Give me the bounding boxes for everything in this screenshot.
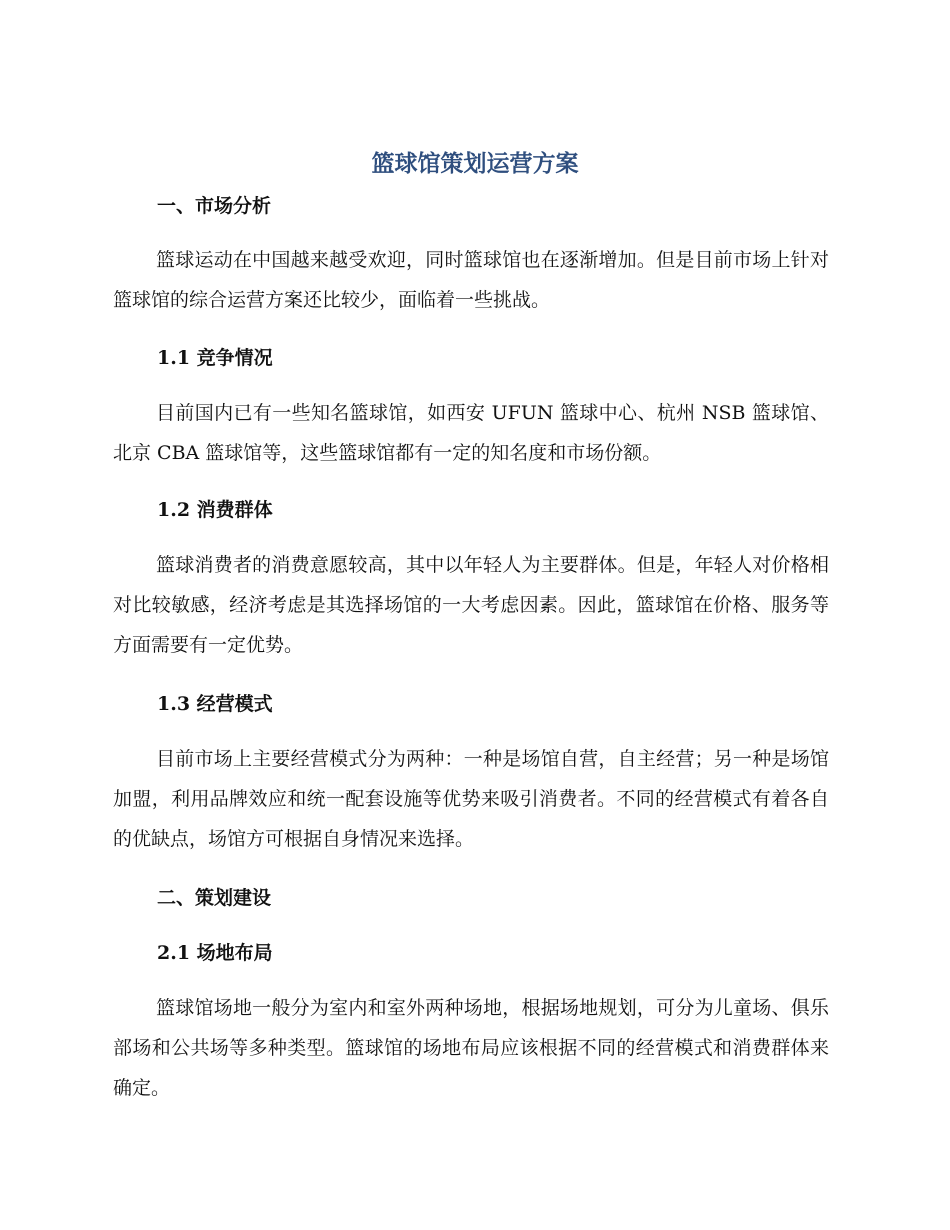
paragraph-market-analysis: 篮球运动在中国越来越受欢迎，同时篮球馆也在逐渐增加。但是目前市场上针对篮球馆的综合运营方案还比较少，面临着一些挑战。 <box>113 249 829 311</box>
subsection-heading-venue-layout: 2.1 场地布局 <box>157 942 273 964</box>
subsection-heading-consumer-group: 1.2 消费群体 <box>157 499 273 521</box>
document-title: 篮球馆策划运营方案 <box>371 151 579 177</box>
subsection-heading-business-model: 1.3 经营模式 <box>157 693 273 715</box>
section-heading-market-analysis: 一、市场分析 <box>157 195 272 217</box>
paragraph-venue-layout: 篮球馆场地一般分为室内和室外两种场地，根据场地规划，可分为儿童场、俱乐部场和公共场等多种类型。篮球馆的场地布局应该根据不同的经营模式和消费群体来确定。 <box>113 997 829 1099</box>
paragraph-competition: 目前国内已有一些知名篮球馆，如西安 UFUN 篮球中心、杭州 NSB 篮球馆、北京 CBA 篮球馆等，这些篮球馆都有一定的知名度和市场份额。 <box>113 402 829 464</box>
subsection-heading-competition: 1.1 竞争情况 <box>157 347 273 369</box>
paragraph-business-model: 目前市场上主要经营模式分为两种：一种是场馆自营，自主经营；另一种是场馆加盟，利用品牌效应和统一配套设施等优势来吸引消费者。不同的经营模式有着各自的优缺点，场馆方可根据自身情况来选择。 <box>113 748 829 850</box>
section-heading-planning-construction: 二、策划建设 <box>157 887 272 909</box>
paragraph-consumer-group: 篮球消费者的消费意愿较高，其中以年轻人为主要群体。但是，年轻人对价格相对比较敏感，经济考虑是其选择场馆的一大考虑因素。因此，篮球馆在价格、服务等方面需要有一定优势。 <box>113 554 829 656</box>
